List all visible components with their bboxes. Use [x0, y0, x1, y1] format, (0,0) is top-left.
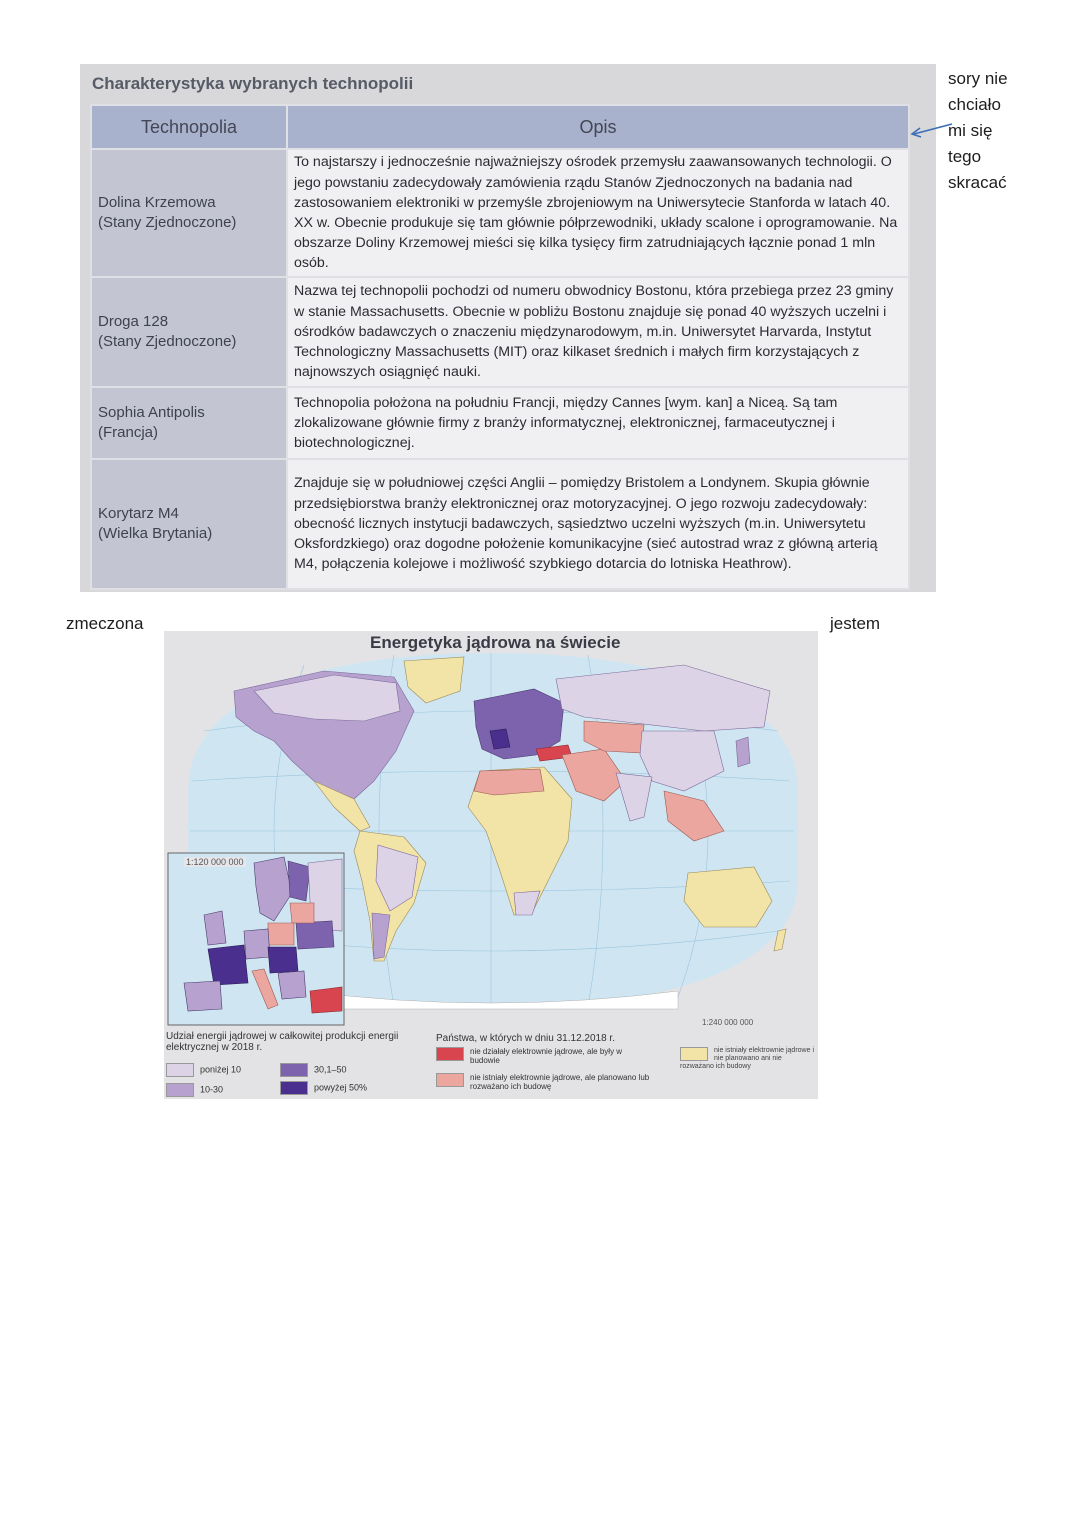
legend-label: 30,1–50 [314, 1064, 347, 1075]
technopolia-name-cell [91, 459, 287, 589]
legend-swatch [280, 1063, 308, 1077]
inset-finland [288, 861, 310, 901]
world-scale: 1:240 000 000 [702, 1018, 754, 1027]
legend-swatch [436, 1073, 464, 1087]
side-note-right [948, 66, 1038, 196]
inset-scale: 1:120 000 000 [186, 857, 244, 867]
technopolia-name-cell [91, 387, 287, 459]
note-line: sory nie [948, 69, 1008, 88]
map-title: Energetyka jądrowa na świecie [370, 633, 621, 652]
column-header-technopolia: Technopolia [91, 105, 287, 149]
inset-uk [204, 911, 226, 945]
legend-swatch [280, 1081, 308, 1095]
legend-swatch [166, 1083, 194, 1097]
inset-spain [184, 981, 222, 1011]
inset-turkey [310, 987, 342, 1013]
technopolia-country: (Francja) [98, 424, 159, 441]
inset-central [268, 947, 298, 973]
technopolia-description: To najstarszy i jednocześnie najważniejszy ośrodek przemysłu zaawansowanych technologii. O jego powstaniu zadecydowały zamówienia rządu Stanów Zjednoczonych na badania nad zastosowaniem elektroniki w przemyśle zbrojeniowym na Uniwersytecie Stanforda w latach 40. XX w. Obecnie produkuje się tam głównie półprzewodniki, układy scalone i oprogramowanie. Na obszarze Doliny Krzemowej mieści się kilka tysięcy firm zatrudniających łącznie ponad 1 mln osób. [287, 149, 909, 277]
world-map [164, 631, 818, 1099]
inset-france [208, 945, 248, 985]
legend-label: poniżej 10 [200, 1064, 242, 1075]
technopolia-country: (Stany Zjednoczone) [98, 333, 237, 350]
legend-item [166, 1063, 241, 1077]
technopolie-table [90, 104, 910, 590]
table-row [91, 149, 909, 277]
legend-label: nie działały elektrownie jądrowe, ale były w budowie [470, 1047, 623, 1065]
legend-share [166, 1031, 426, 1053]
technopolia-description: Technopolia położona na południu Francji, między Cannes [wym. kan] a Niceą. Są tam zlokalizowane głównie firmy z branży informatycznej, elektronicznej, farmaceutycznej i biotechnologicznej. [287, 387, 909, 459]
legend-swatch [436, 1047, 464, 1061]
column-header-opis: Opis [287, 105, 909, 149]
table-row [91, 277, 909, 387]
inset-poland [268, 923, 294, 945]
technopolia-name: Droga 128 [98, 313, 169, 330]
note-line: tego [948, 147, 982, 166]
technopolie-table-photo [80, 64, 936, 592]
legend-item [280, 1081, 367, 1095]
note-line: chciało [948, 95, 1001, 114]
legend-item [436, 1073, 666, 1091]
technopolia-name: Sophia Antipolis [98, 404, 205, 421]
technopolia-name: Korytarz M4 [98, 505, 179, 522]
technopolia-country: (Stany Zjednoczone) [98, 214, 237, 231]
note-line: skracać [948, 173, 1007, 192]
legend-swatch [680, 1047, 708, 1061]
table-title: Charakterystyka wybranych technopolii [92, 74, 414, 93]
japan [736, 737, 750, 767]
legend-item [436, 1047, 636, 1065]
side-note-mid: jestem [830, 614, 881, 633]
legend-item [166, 1083, 223, 1097]
nuclear-energy-map-photo [164, 631, 818, 1099]
north-africa [474, 769, 544, 795]
technopolia-country: (Wielka Brytania) [98, 525, 213, 542]
legend-label: powyżej 50% [314, 1082, 368, 1093]
legend-item [280, 1063, 347, 1077]
australia [684, 867, 772, 927]
technopolia-name-cell [91, 149, 287, 277]
legend-states-title: Państwa, w których w dniu 31.12.2018 r. [436, 1033, 615, 1044]
table-row [91, 459, 909, 589]
side-note-left: zmeczona [66, 614, 144, 633]
legend-label: nie istniały elektrownie jądrowe i nie planowano ani nie rozważano ich budowy [680, 1047, 814, 1070]
legend-share-title: Udział energii jądrowej w całkowitej produkcji energii elektrycznej w 2018 r. [166, 1031, 399, 1053]
europe-inset [168, 853, 344, 1025]
legend-label: 10-30 [200, 1084, 224, 1095]
legend-states [436, 1033, 676, 1044]
technopolia-name-cell [91, 277, 287, 387]
legend-none [680, 1047, 816, 1071]
technopolia-description: Nazwa tej technopolii pochodzi od numeru obwodnicy Bostonu, która przebiega przez 23 gminy w stanie Massachusetts. Obecnie w pobliżu Bostonu znajduje się ponad 40 wyższych uczelni i ośrodków badawczych o znaczeniu międzynarodowym, m.in. Uniwersytet Harvarda, Instytut Technologiczny Massachusetts (MIT) oraz kilkaset średnich i małych firm korzystających z najnowszych osiągnięć nauki. [287, 277, 909, 387]
legend-label: nie istniały elektrownie jądrowe, ale planowano lub rozważano ich budowę [470, 1073, 650, 1091]
inset-belarus [290, 903, 314, 923]
note-line: mi się [948, 121, 993, 140]
technopolia-description: Znajduje się w południowej części Anglii – pomiędzy Bristolem a Londynem. Skupia głównie przedsiębiorstwa branży elektronicznej oraz motoryzacyjnej. O jego rozwoju zadecydowały: obecność licznych instytucji badawczych, sąsiedztwo uczelni wyższych (m.in. Uniwersytetu Oksfordzkiego) oraz dogodne położenie komunikacyjne (sieć autostrad wraz z główną arterią M4, połączenia kolejowe i możliwość szybkiego dotarcia do lotniska Heathrow). [287, 459, 909, 589]
technopolia-name: Dolina Krzemowa [98, 194, 216, 211]
table-row [91, 387, 909, 459]
legend-swatch [166, 1063, 194, 1077]
inset-balkans [278, 971, 306, 999]
inset-ukraine [296, 921, 334, 949]
inset-germany [244, 929, 270, 959]
